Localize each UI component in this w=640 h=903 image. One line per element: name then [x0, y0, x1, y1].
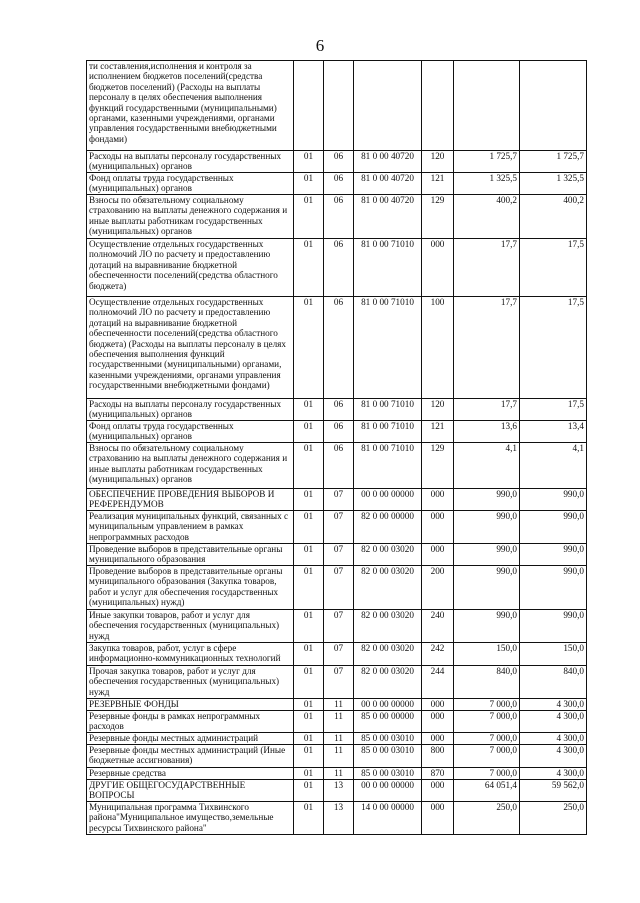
row-article — [354, 61, 422, 151]
row-amount-2: 840,0 — [520, 666, 587, 699]
row-name: Фонд оплаты труда государственных (муниципальных) органов — [87, 173, 294, 195]
row-expense-kind: 129 — [422, 443, 454, 489]
row-section: 01 — [294, 699, 324, 711]
row-name: Расходы на выплаты персоналу государственных (муниципальных) органов — [87, 399, 294, 421]
row-name: Реализация муниципальных функций, связанных с муниципальным управлением в рамках непрограммных расходов — [87, 511, 294, 544]
row-amount-1: 990,0 — [454, 511, 520, 544]
row-subsection: 07 — [324, 643, 354, 666]
row-subsection: 11 — [324, 711, 354, 733]
row-expense-kind: 200 — [422, 566, 454, 610]
row-subsection — [324, 61, 354, 151]
row-amount-2: 4 300,0 — [520, 699, 587, 711]
row-amount-1: 17,7 — [454, 239, 520, 297]
row-name: Проведение выборов в представительные органы муниципального образования (Закупка товаров, работ и услуг для обеспечения государственных (муниципальных) нужд) — [87, 566, 294, 610]
row-subsection: 06 — [324, 195, 354, 239]
row-name: Прочая закупка товаров, работ и услуг для обеспечения государственных (муниципальных) нужд — [87, 666, 294, 699]
row-section: 01 — [294, 399, 324, 421]
row-name: Взносы по обязательному социальному страхованию на выплаты денежного содержания и иные выплаты работникам государственных (муниципальных) органов — [87, 195, 294, 239]
row-amount-2: 17,5 — [520, 297, 587, 399]
row-amount-2: 4 300,0 — [520, 711, 587, 733]
row-amount-2: 990,0 — [520, 566, 587, 610]
row-article: 82 0 00 00000 — [354, 511, 422, 544]
row-section — [294, 61, 324, 151]
table-row — [87, 768, 587, 780]
row-article: 85 0 00 03010 — [354, 768, 422, 780]
budget-table-body — [87, 61, 587, 835]
row-amount-1: 250,0 — [454, 802, 520, 835]
row-section: 01 — [294, 239, 324, 297]
row-expense-kind: 121 — [422, 173, 454, 195]
row-subsection: 06 — [324, 399, 354, 421]
row-expense-kind: 870 — [422, 768, 454, 780]
row-subsection: 07 — [324, 489, 354, 511]
row-section: 01 — [294, 297, 324, 399]
row-expense-kind: 120 — [422, 151, 454, 173]
row-subsection: 07 — [324, 666, 354, 699]
row-amount-2: 4,1 — [520, 443, 587, 489]
row-article: 81 0 00 40720 — [354, 151, 422, 173]
table-row — [87, 443, 587, 489]
row-expense-kind: 120 — [422, 399, 454, 421]
row-section: 01 — [294, 802, 324, 835]
row-amount-2: 4 300,0 — [520, 768, 587, 780]
row-amount-1: 990,0 — [454, 610, 520, 643]
row-subsection: 11 — [324, 745, 354, 768]
row-name: Осуществление отдельных государственных полномочий ЛО по расчету и предоставлению дотаций на выравнивание бюджетной обеспеченности поселений(средства областного бюджета) — [87, 239, 294, 297]
row-subsection: 06 — [324, 173, 354, 195]
row-subsection: 11 — [324, 699, 354, 711]
row-name: Резервные средства — [87, 768, 294, 780]
row-article: 82 0 00 03020 — [354, 610, 422, 643]
row-subsection: 06 — [324, 421, 354, 443]
row-article: 00 0 00 00000 — [354, 699, 422, 711]
table-row — [87, 173, 587, 195]
row-amount-2: 59 562,0 — [520, 780, 587, 802]
row-amount-2: 990,0 — [520, 610, 587, 643]
row-amount-2: 1 725,7 — [520, 151, 587, 173]
row-subsection: 07 — [324, 566, 354, 610]
row-section: 01 — [294, 768, 324, 780]
row-expense-kind: 800 — [422, 745, 454, 768]
row-article: 81 0 00 71010 — [354, 399, 422, 421]
row-amount-1: 17,7 — [454, 297, 520, 399]
row-name: РЕЗЕРВНЫЕ ФОНДЫ — [87, 699, 294, 711]
table-row — [87, 421, 587, 443]
row-article: 00 0 00 00000 — [354, 780, 422, 802]
row-article: 81 0 00 71010 — [354, 297, 422, 399]
row-expense-kind: 000 — [422, 711, 454, 733]
row-article: 81 0 00 40720 — [354, 195, 422, 239]
row-amount-1: 4,1 — [454, 443, 520, 489]
row-expense-kind: 000 — [422, 802, 454, 835]
row-article: 85 0 00 00000 — [354, 711, 422, 733]
row-amount-2: 4 300,0 — [520, 745, 587, 768]
row-name: ти составления,исполнения и контроля за исполнением бюджетов поселений(средства бюджетов поселений) (Расходы на выплаты персоналу в целях обеспечения выполнения функций государственными (муниципальными) органами, казенными учреждениями, органами управления государственными внебюджетными фондами) — [87, 61, 294, 151]
row-expense-kind: 121 — [422, 421, 454, 443]
row-name: Резервные фонды местных администраций (Иные бюджетные ассигнования) — [87, 745, 294, 768]
row-name: Осуществление отдельных государственных полномочий ЛО по расчету и предоставлению дотаций на выравнивание бюджетной обеспеченности поселений(средства областного бюджета) (Расходы на выплаты персоналу в целях обеспечения выполнения функций государственными (муниципальными) органами, казенными учреждениями, органами управления государственными внебюджетными фондами) — [87, 297, 294, 399]
table-row — [87, 666, 587, 699]
table-row — [87, 511, 587, 544]
row-expense-kind: 000 — [422, 780, 454, 802]
row-amount-1: 990,0 — [454, 544, 520, 566]
row-section: 01 — [294, 151, 324, 173]
row-expense-kind: 100 — [422, 297, 454, 399]
row-article: 82 0 00 03020 — [354, 544, 422, 566]
row-expense-kind: 129 — [422, 195, 454, 239]
row-article: 85 0 00 03010 — [354, 745, 422, 768]
row-name: Расходы на выплаты персоналу государственных (муниципальных) органов — [87, 151, 294, 173]
table-row — [87, 489, 587, 511]
row-expense-kind: 244 — [422, 666, 454, 699]
budget-table — [86, 60, 587, 835]
row-section: 01 — [294, 195, 324, 239]
row-amount-2: 17,5 — [520, 239, 587, 297]
row-amount-2: 13,4 — [520, 421, 587, 443]
row-article: 81 0 00 40720 — [354, 173, 422, 195]
row-subsection: 06 — [324, 239, 354, 297]
row-name: ОБЕСПЕЧЕНИЕ ПРОВЕДЕНИЯ ВЫБОРОВ И РЕФЕРЕНДУМОВ — [87, 489, 294, 511]
row-amount-1: 1 325,5 — [454, 173, 520, 195]
row-subsection: 11 — [324, 733, 354, 745]
table-row — [87, 802, 587, 835]
row-section: 01 — [294, 173, 324, 195]
row-expense-kind: 000 — [422, 489, 454, 511]
row-article: 82 0 00 03020 — [354, 666, 422, 699]
row-section: 01 — [294, 780, 324, 802]
row-article: 85 0 00 03010 — [354, 733, 422, 745]
row-section: 01 — [294, 443, 324, 489]
table-row — [87, 699, 587, 711]
row-name: Резервные фонды в рамках непрограммных расходов — [87, 711, 294, 733]
row-amount-1: 7 000,0 — [454, 733, 520, 745]
row-section: 01 — [294, 511, 324, 544]
row-name: Резервные фонды местных администраций — [87, 733, 294, 745]
row-expense-kind — [422, 61, 454, 151]
table-row — [87, 643, 587, 666]
row-section: 01 — [294, 666, 324, 699]
row-amount-1: 7 000,0 — [454, 768, 520, 780]
row-expense-kind: 000 — [422, 239, 454, 297]
row-amount-2: 150,0 — [520, 643, 587, 666]
row-name: Муниципальная программа Тихвинского района"Муниципальное имущество,земельные ресурсы Тихвинского района" — [87, 802, 294, 835]
row-amount-1: 990,0 — [454, 489, 520, 511]
row-name: Иные закупки товаров, работ и услуг для обеспечения государственных (муниципальных) нужд — [87, 610, 294, 643]
row-section: 01 — [294, 711, 324, 733]
row-section: 01 — [294, 745, 324, 768]
row-name: Фонд оплаты труда государственных (муниципальных) органов — [87, 421, 294, 443]
row-section: 01 — [294, 733, 324, 745]
row-article: 82 0 00 03020 — [354, 566, 422, 610]
row-expense-kind: 000 — [422, 511, 454, 544]
row-subsection: 07 — [324, 511, 354, 544]
row-section: 01 — [294, 643, 324, 666]
row-subsection: 13 — [324, 780, 354, 802]
page-number: 6 — [315, 36, 325, 55]
table-row — [87, 239, 587, 297]
table-row — [87, 745, 587, 768]
row-article: 81 0 00 71010 — [354, 421, 422, 443]
row-section: 01 — [294, 489, 324, 511]
row-amount-2: 1 325,5 — [520, 173, 587, 195]
table-row — [87, 151, 587, 173]
row-article: 00 0 00 00000 — [354, 489, 422, 511]
row-expense-kind: 000 — [422, 544, 454, 566]
row-expense-kind: 242 — [422, 643, 454, 666]
row-amount-1: 7 000,0 — [454, 699, 520, 711]
row-amount-1: 840,0 — [454, 666, 520, 699]
table-row — [87, 297, 587, 399]
row-article: 81 0 00 71010 — [354, 443, 422, 489]
row-article: 14 0 00 00000 — [354, 802, 422, 835]
row-article: 82 0 00 03020 — [354, 643, 422, 666]
row-subsection: 13 — [324, 802, 354, 835]
row-amount-2 — [520, 61, 587, 151]
row-amount-1: 7 000,0 — [454, 745, 520, 768]
row-section: 01 — [294, 421, 324, 443]
row-name: ДРУГИЕ ОБЩЕГОСУДАРСТВЕННЫЕ ВОПРОСЫ — [87, 780, 294, 802]
row-section: 01 — [294, 566, 324, 610]
row-amount-1: 1 725,7 — [454, 151, 520, 173]
row-amount-2: 4 300,0 — [520, 733, 587, 745]
row-amount-2: 400,2 — [520, 195, 587, 239]
row-name: Взносы по обязательному социальному страхованию на выплаты денежного содержания и иные выплаты работникам государственных (муниципальных) органов — [87, 443, 294, 489]
row-article: 81 0 00 71010 — [354, 239, 422, 297]
row-expense-kind: 000 — [422, 733, 454, 745]
table-row — [87, 711, 587, 733]
row-amount-1: 990,0 — [454, 566, 520, 610]
row-name: Закупка товаров, работ, услуг в сфере информационно-коммуникационных технологий — [87, 643, 294, 666]
table-row — [87, 399, 587, 421]
row-section: 01 — [294, 544, 324, 566]
row-amount-1: 64 051,4 — [454, 780, 520, 802]
table-row — [87, 544, 587, 566]
table-row — [87, 733, 587, 745]
row-subsection: 06 — [324, 151, 354, 173]
table-row — [87, 566, 587, 610]
row-section: 01 — [294, 610, 324, 643]
row-subsection: 11 — [324, 768, 354, 780]
row-amount-2: 250,0 — [520, 802, 587, 835]
row-amount-1: 400,2 — [454, 195, 520, 239]
row-subsection: 06 — [324, 297, 354, 399]
row-expense-kind: 000 — [422, 699, 454, 711]
table-row — [87, 610, 587, 643]
row-amount-2: 990,0 — [520, 489, 587, 511]
row-expense-kind: 240 — [422, 610, 454, 643]
row-name: Проведение выборов в представительные органы муниципального образования — [87, 544, 294, 566]
row-amount-1: 17,7 — [454, 399, 520, 421]
row-amount-2: 990,0 — [520, 511, 587, 544]
row-subsection: 07 — [324, 544, 354, 566]
row-amount-1 — [454, 61, 520, 151]
row-subsection: 06 — [324, 443, 354, 489]
row-amount-1: 7 000,0 — [454, 711, 520, 733]
row-amount-2: 990,0 — [520, 544, 587, 566]
table-row — [87, 780, 587, 802]
row-subsection: 07 — [324, 610, 354, 643]
row-amount-1: 13,6 — [454, 421, 520, 443]
table-row — [87, 195, 587, 239]
table-row — [87, 61, 587, 151]
row-amount-1: 150,0 — [454, 643, 520, 666]
row-amount-2: 17,5 — [520, 399, 587, 421]
